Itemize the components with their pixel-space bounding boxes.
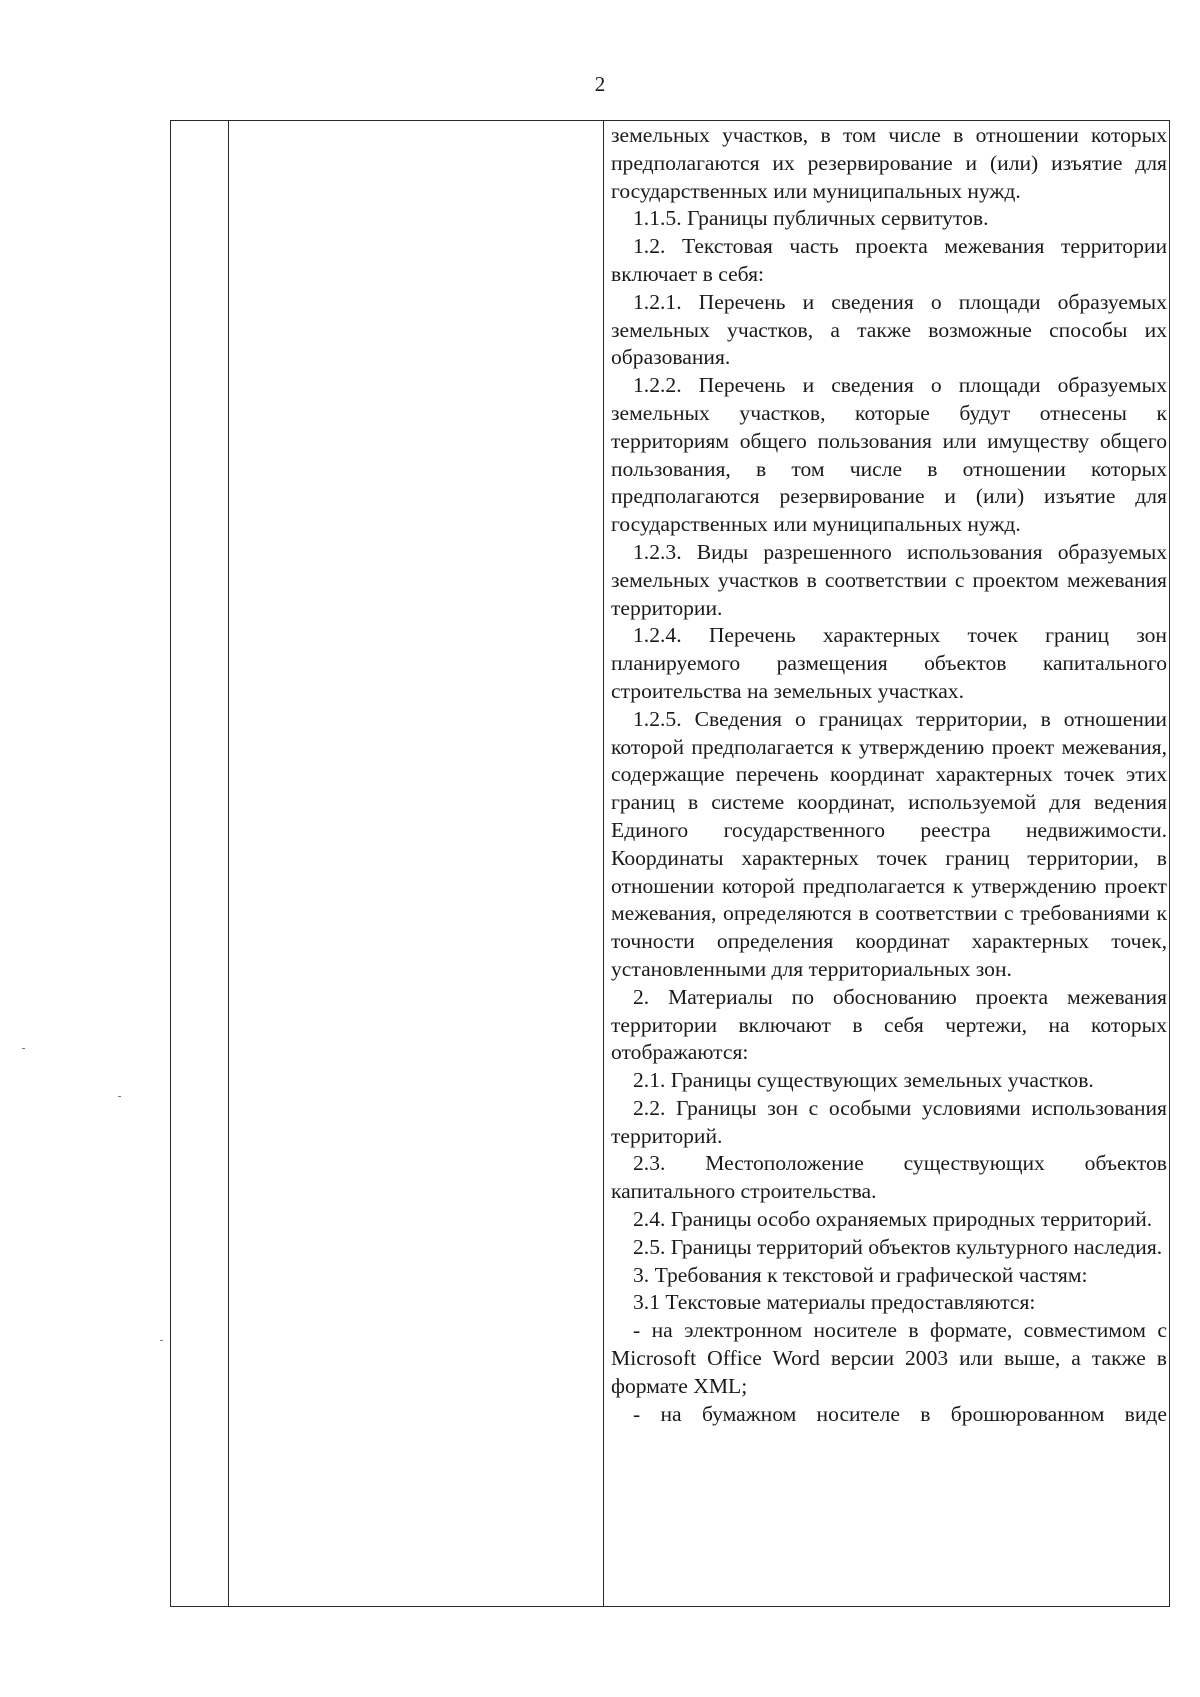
paragraph-2: 2. Материалы по обоснованию проекта межевания территории включают в себя чертежи, на которых отображаются: xyxy=(611,984,1167,1065)
scan-speck xyxy=(118,1096,121,1097)
paragraph-2-5: 2.5. Границы территорий объектов культурного наследия. xyxy=(633,1234,1163,1259)
paragraph-list-paper: - на бумажном носителе в брошюрованном виде xyxy=(633,1401,1167,1426)
paragraph-2-3: 2.3. Местоположение существующих объектов капитального строительства. xyxy=(611,1151,1167,1204)
paragraph-1-2-2: 1.2.2. Перечень и сведения о площади образуемых земельных участков, которые будут отнесены к территориям общего пользования или имуществу общего пользования, в том числе в отношении которых предполагаются резервирование и (или) изъятие для государственных или муниципальных нужд. xyxy=(611,373,1167,537)
paragraph-continuation: земельных участков, в том числе в отношении которых предполагаются их резервирование и (или) изъятие для государственных или муниципальных нужд. xyxy=(611,123,1167,203)
paragraph-1-2: 1.2. Текстовая часть проекта межевания территории включает в себя: xyxy=(611,234,1167,286)
table-column-divider-1 xyxy=(228,121,229,1606)
table-text-column xyxy=(611,122,1167,1428)
paragraph-1-2-5: 1.2.5. Сведения о границах территории, в отношении которой предполагается к утверждению проект межевания, содержащие перечень координат характерных точек этих границ в системе координат, используемой для ведения Единого государственного реестра недвижимости. Координаты характерных точек границ территории, в отношении которой предполагается к утверждению проект межевания, определяются в соответствии с требованиями к точности определения координат характерных точек, установленными для территориальных зон. xyxy=(611,706,1167,981)
paragraph-1-2-1: 1.2.1. Перечень и сведения о площади образуемых земельных участков, а также возможные способы их образования. xyxy=(611,289,1167,370)
paragraph-list-electronic: - на электронном носителе в формате, совместимом с Microsoft Office Word версии 2003 или выше, а также в формате XML; xyxy=(611,1318,1167,1398)
scan-speck xyxy=(160,1340,163,1341)
paragraph-1-2-3: 1.2.3. Виды разрешенного использования образуемых земельных участков в соответствии с проектом межевания территории. xyxy=(611,539,1167,620)
paragraph-2-4: 2.4. Границы особо охраняемых природных территорий. xyxy=(633,1207,1153,1232)
paragraph-2-2: 2.2. Границы зон с особыми условиями использования территорий. xyxy=(611,1095,1167,1148)
scan-speck xyxy=(22,1048,25,1049)
paragraph-2-1: 2.1. Границы существующих земельных участков. xyxy=(633,1068,1094,1093)
paragraph-3: 3. Требования к текстовой и графической частям: xyxy=(633,1262,1088,1287)
paragraph-1-1-5: 1.1.5. Границы публичных сервитутов. xyxy=(633,206,989,231)
page-number: 2 xyxy=(594,72,606,96)
paragraph-3-1: 3.1 Текстовые материалы предоставляются: xyxy=(633,1290,1036,1315)
paragraph-1-2-4: 1.2.4. Перечень характерных точек границ зон планируемого размещения объектов капитального строительства на земельных участках. xyxy=(611,623,1167,703)
table-column-divider-2 xyxy=(603,121,604,1606)
